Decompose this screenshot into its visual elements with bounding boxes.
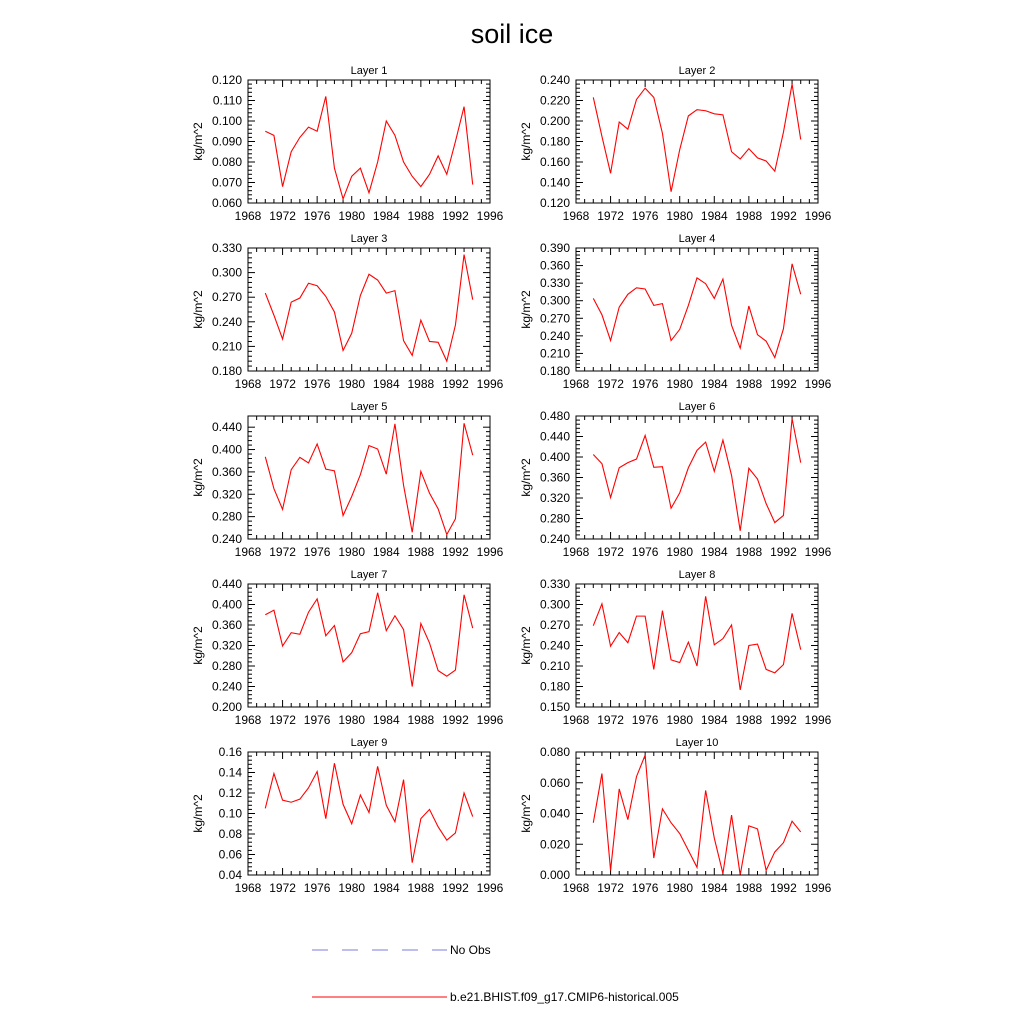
y-tick-label: 0.240 [539,73,570,87]
y-tick-label: 0.060 [539,775,570,790]
y-tick-label: 0.06 [218,847,242,862]
x-tick-label: 1996 [804,377,832,391]
x-tick-label: 1968 [562,713,590,727]
x-tick-label: 1984 [372,713,400,727]
y-tick-label: 0.240 [539,638,570,653]
legend-label: b.e21.BHIST.f09_g17.CMIP6-historical.005 [450,990,679,1004]
y-axis-label: kg/m^2 [191,122,205,161]
x-tick-label: 1988 [407,881,435,895]
x-tick-label: 1980 [666,713,694,727]
x-tick-label: 1968 [234,881,262,895]
panel-title: Layer 7 [350,569,388,581]
y-tick-label: 0.150 [539,700,570,714]
y-tick-label: 0.200 [211,700,242,714]
x-tick-label: 1984 [372,377,400,391]
y-tick-label: 0.480 [539,409,570,423]
series-line [265,423,472,534]
x-tick-label: 1996 [476,713,504,727]
panel-title: Layer 2 [678,65,716,77]
y-axis-label: kg/m^2 [191,794,205,833]
x-tick-label: 1968 [562,377,590,391]
panel-layer-4 [519,233,832,391]
y-axis-label: kg/m^2 [191,290,205,329]
plot-frame [576,416,818,539]
y-tick-label: 0.16 [218,745,242,759]
panel-layer-7 [191,569,504,727]
x-tick-label: 1980 [338,881,366,895]
panel-layer-10 [519,737,832,895]
panel-title: Layer 6 [678,401,716,413]
y-tick-label: 0.240 [539,532,570,546]
plot-frame [248,416,490,539]
x-tick-label: 1980 [666,545,694,559]
y-tick-label: 0.200 [539,114,570,128]
x-tick-label: 1972 [269,209,296,223]
x-tick-label: 1968 [234,545,262,559]
x-tick-label: 1988 [735,209,763,223]
x-tick-label: 1976 [631,713,659,727]
x-tick-label: 1984 [372,881,400,895]
x-tick-label: 1976 [303,881,331,895]
series-line [593,596,800,690]
x-tick-label: 1984 [372,209,400,223]
panel-title: Layer 1 [350,65,388,77]
y-tick-label: 0.330 [211,241,242,255]
x-tick-label: 1980 [666,881,694,895]
panel-layer-8 [519,569,832,727]
x-tick-label: 1976 [303,713,331,727]
panel-layer-1 [191,65,504,223]
y-tick-label: 0.300 [539,597,570,612]
y-tick-label: 0.090 [211,134,242,149]
panel-layer-3 [191,233,504,391]
y-tick-label: 0.330 [539,276,570,291]
plot-frame [576,248,818,371]
y-tick-label: 0.080 [539,745,570,759]
x-tick-label: 1988 [735,545,763,559]
y-axis-label: kg/m^2 [519,458,533,497]
x-tick-label: 1984 [372,545,400,559]
y-tick-label: 0.270 [539,618,570,632]
y-tick-label: 0.360 [539,258,570,273]
y-tick-label: 0.110 [212,93,242,108]
y-tick-label: 0.210 [539,659,570,673]
x-tick-label: 1972 [597,377,624,391]
x-tick-label: 1976 [303,209,331,223]
x-tick-label: 1972 [269,377,296,391]
y-tick-label: 0.360 [211,618,242,632]
y-tick-label: 0.140 [539,175,570,190]
y-tick-label: 0.180 [539,679,570,694]
x-tick-label: 1968 [234,713,262,727]
y-tick-label: 0.240 [211,314,242,329]
y-tick-label: 0.320 [211,487,242,502]
x-tick-label: 1968 [562,209,590,223]
x-tick-label: 1972 [597,881,624,895]
x-tick-label: 1996 [804,209,832,223]
series-line [265,96,472,198]
x-tick-label: 1968 [562,545,590,559]
y-tick-label: 0.440 [211,577,242,591]
x-tick-label: 1980 [338,209,366,223]
y-tick-label: 0.360 [211,464,242,479]
x-tick-label: 1972 [269,881,296,895]
y-tick-label: 0.120 [539,196,570,210]
x-tick-label: 1988 [407,209,435,223]
x-tick-label: 1984 [700,713,728,727]
y-axis-label: kg/m^2 [519,122,533,161]
y-tick-label: 0.120 [211,73,242,87]
y-tick-label: 0.14 [218,765,242,780]
y-tick-label: 0.400 [539,450,570,464]
y-tick-label: 0.320 [211,638,242,653]
plot-frame [576,584,818,707]
y-axis-label: kg/m^2 [519,290,533,329]
x-tick-label: 1992 [442,377,469,391]
plot-frame [248,248,490,371]
plot-frame [248,584,490,707]
series-line [265,593,472,687]
x-tick-label: 1972 [269,545,296,559]
x-tick-label: 1980 [666,377,694,391]
panel-layer-6 [519,401,832,559]
y-axis-label: kg/m^2 [191,458,205,497]
y-axis-label: kg/m^2 [519,626,533,665]
x-tick-label: 1992 [770,545,797,559]
x-tick-label: 1988 [407,713,435,727]
x-tick-label: 1996 [804,713,832,727]
x-tick-label: 1972 [597,713,624,727]
y-tick-label: 0.270 [539,311,570,326]
y-tick-label: 0.390 [539,241,570,255]
x-tick-label: 1984 [700,377,728,391]
x-tick-label: 1988 [407,377,435,391]
x-tick-label: 1996 [804,545,832,559]
y-tick-label: 0.280 [211,509,242,524]
x-tick-label: 1988 [735,881,763,895]
legend [312,943,679,1004]
panel-title: Layer 9 [350,737,388,749]
x-tick-label: 1968 [234,209,262,223]
series-line [265,255,472,362]
x-tick-label: 1980 [338,377,366,391]
y-axis-label: kg/m^2 [191,626,205,665]
legend-label: No Obs [450,943,491,957]
y-tick-label: 0.280 [211,659,242,673]
y-tick-label: 0.280 [539,511,570,526]
y-tick-label: 0.240 [211,532,242,546]
x-tick-label: 1992 [770,377,797,391]
panel-title: Layer 5 [350,401,388,413]
y-tick-label: 0.240 [211,679,242,694]
x-tick-label: 1976 [631,377,659,391]
x-tick-label: 1996 [804,881,832,895]
x-tick-label: 1976 [631,545,659,559]
x-tick-label: 1984 [700,209,728,223]
y-tick-label: 0.400 [211,442,242,457]
x-tick-label: 1980 [666,209,694,223]
y-tick-label: 0.300 [211,265,242,280]
y-tick-label: 0.440 [539,429,570,444]
x-tick-label: 1984 [700,881,728,895]
y-tick-label: 0.060 [211,196,242,210]
x-tick-label: 1968 [234,377,262,391]
series-line [265,763,472,862]
y-tick-label: 0.020 [539,837,570,852]
y-tick-label: 0.080 [211,155,242,169]
x-tick-label: 1992 [770,209,797,223]
x-tick-label: 1988 [735,377,763,391]
panel-title: Layer 8 [678,569,716,581]
y-tick-label: 0.440 [211,420,242,435]
y-tick-label: 0.220 [539,93,570,108]
x-tick-label: 1992 [442,545,469,559]
x-tick-label: 1984 [700,545,728,559]
chart-title: soil ice [470,19,554,49]
y-tick-label: 0.210 [211,339,242,354]
y-tick-label: 0.360 [539,470,570,485]
panel-title: Layer 4 [678,233,716,245]
x-tick-label: 1976 [631,209,659,223]
panel-layer-2 [519,65,832,223]
y-tick-label: 0.12 [218,786,242,800]
y-tick-label: 0.160 [539,155,570,169]
y-tick-label: 0.330 [539,577,570,591]
series-line [593,84,800,192]
y-tick-label: 0.180 [539,364,570,378]
y-tick-label: 0.180 [211,364,242,378]
x-tick-label: 1996 [476,377,504,391]
y-tick-label: 0.040 [539,806,570,821]
series-line [593,419,800,531]
y-axis-label: kg/m^2 [519,794,533,833]
x-tick-label: 1992 [442,209,469,223]
x-tick-label: 1996 [476,545,504,559]
y-tick-label: 0.320 [539,491,570,505]
panel-title: Layer 3 [350,233,388,245]
series-line [593,264,800,358]
y-tick-label: 0.300 [539,293,570,308]
panel-title: Layer 10 [675,737,719,749]
y-tick-label: 0.100 [211,114,242,128]
y-tick-label: 0.070 [211,175,242,190]
x-tick-label: 1972 [597,545,624,559]
x-tick-label: 1988 [735,713,763,727]
plot-frame [248,80,490,203]
x-tick-label: 1972 [269,713,296,727]
y-tick-label: 0.10 [218,806,242,821]
y-tick-label: 0.240 [539,328,570,343]
y-tick-label: 0.08 [218,827,242,841]
panel-layer-9 [191,737,504,895]
panel-layer-5 [191,401,504,559]
y-tick-label: 0.270 [211,290,242,305]
y-tick-label: 0.210 [539,346,570,361]
y-tick-label: 0.400 [211,597,242,612]
x-tick-label: 1976 [631,881,659,895]
x-tick-label: 1988 [407,545,435,559]
x-tick-label: 1980 [338,713,366,727]
x-tick-label: 1976 [303,377,331,391]
x-tick-label: 1992 [770,881,797,895]
x-tick-label: 1992 [442,881,469,895]
series-line [593,755,800,875]
x-tick-label: 1968 [562,881,590,895]
y-tick-label: 0.180 [539,134,570,149]
x-tick-label: 1972 [597,209,624,223]
y-tick-label: 0.04 [218,868,242,882]
x-tick-label: 1992 [770,713,797,727]
x-tick-label: 1996 [476,881,504,895]
x-tick-label: 1992 [442,713,469,727]
x-tick-label: 1980 [338,545,366,559]
x-tick-label: 1996 [476,209,504,223]
panels [191,65,832,895]
y-tick-label: 0.000 [539,868,570,882]
x-tick-label: 1976 [303,545,331,559]
